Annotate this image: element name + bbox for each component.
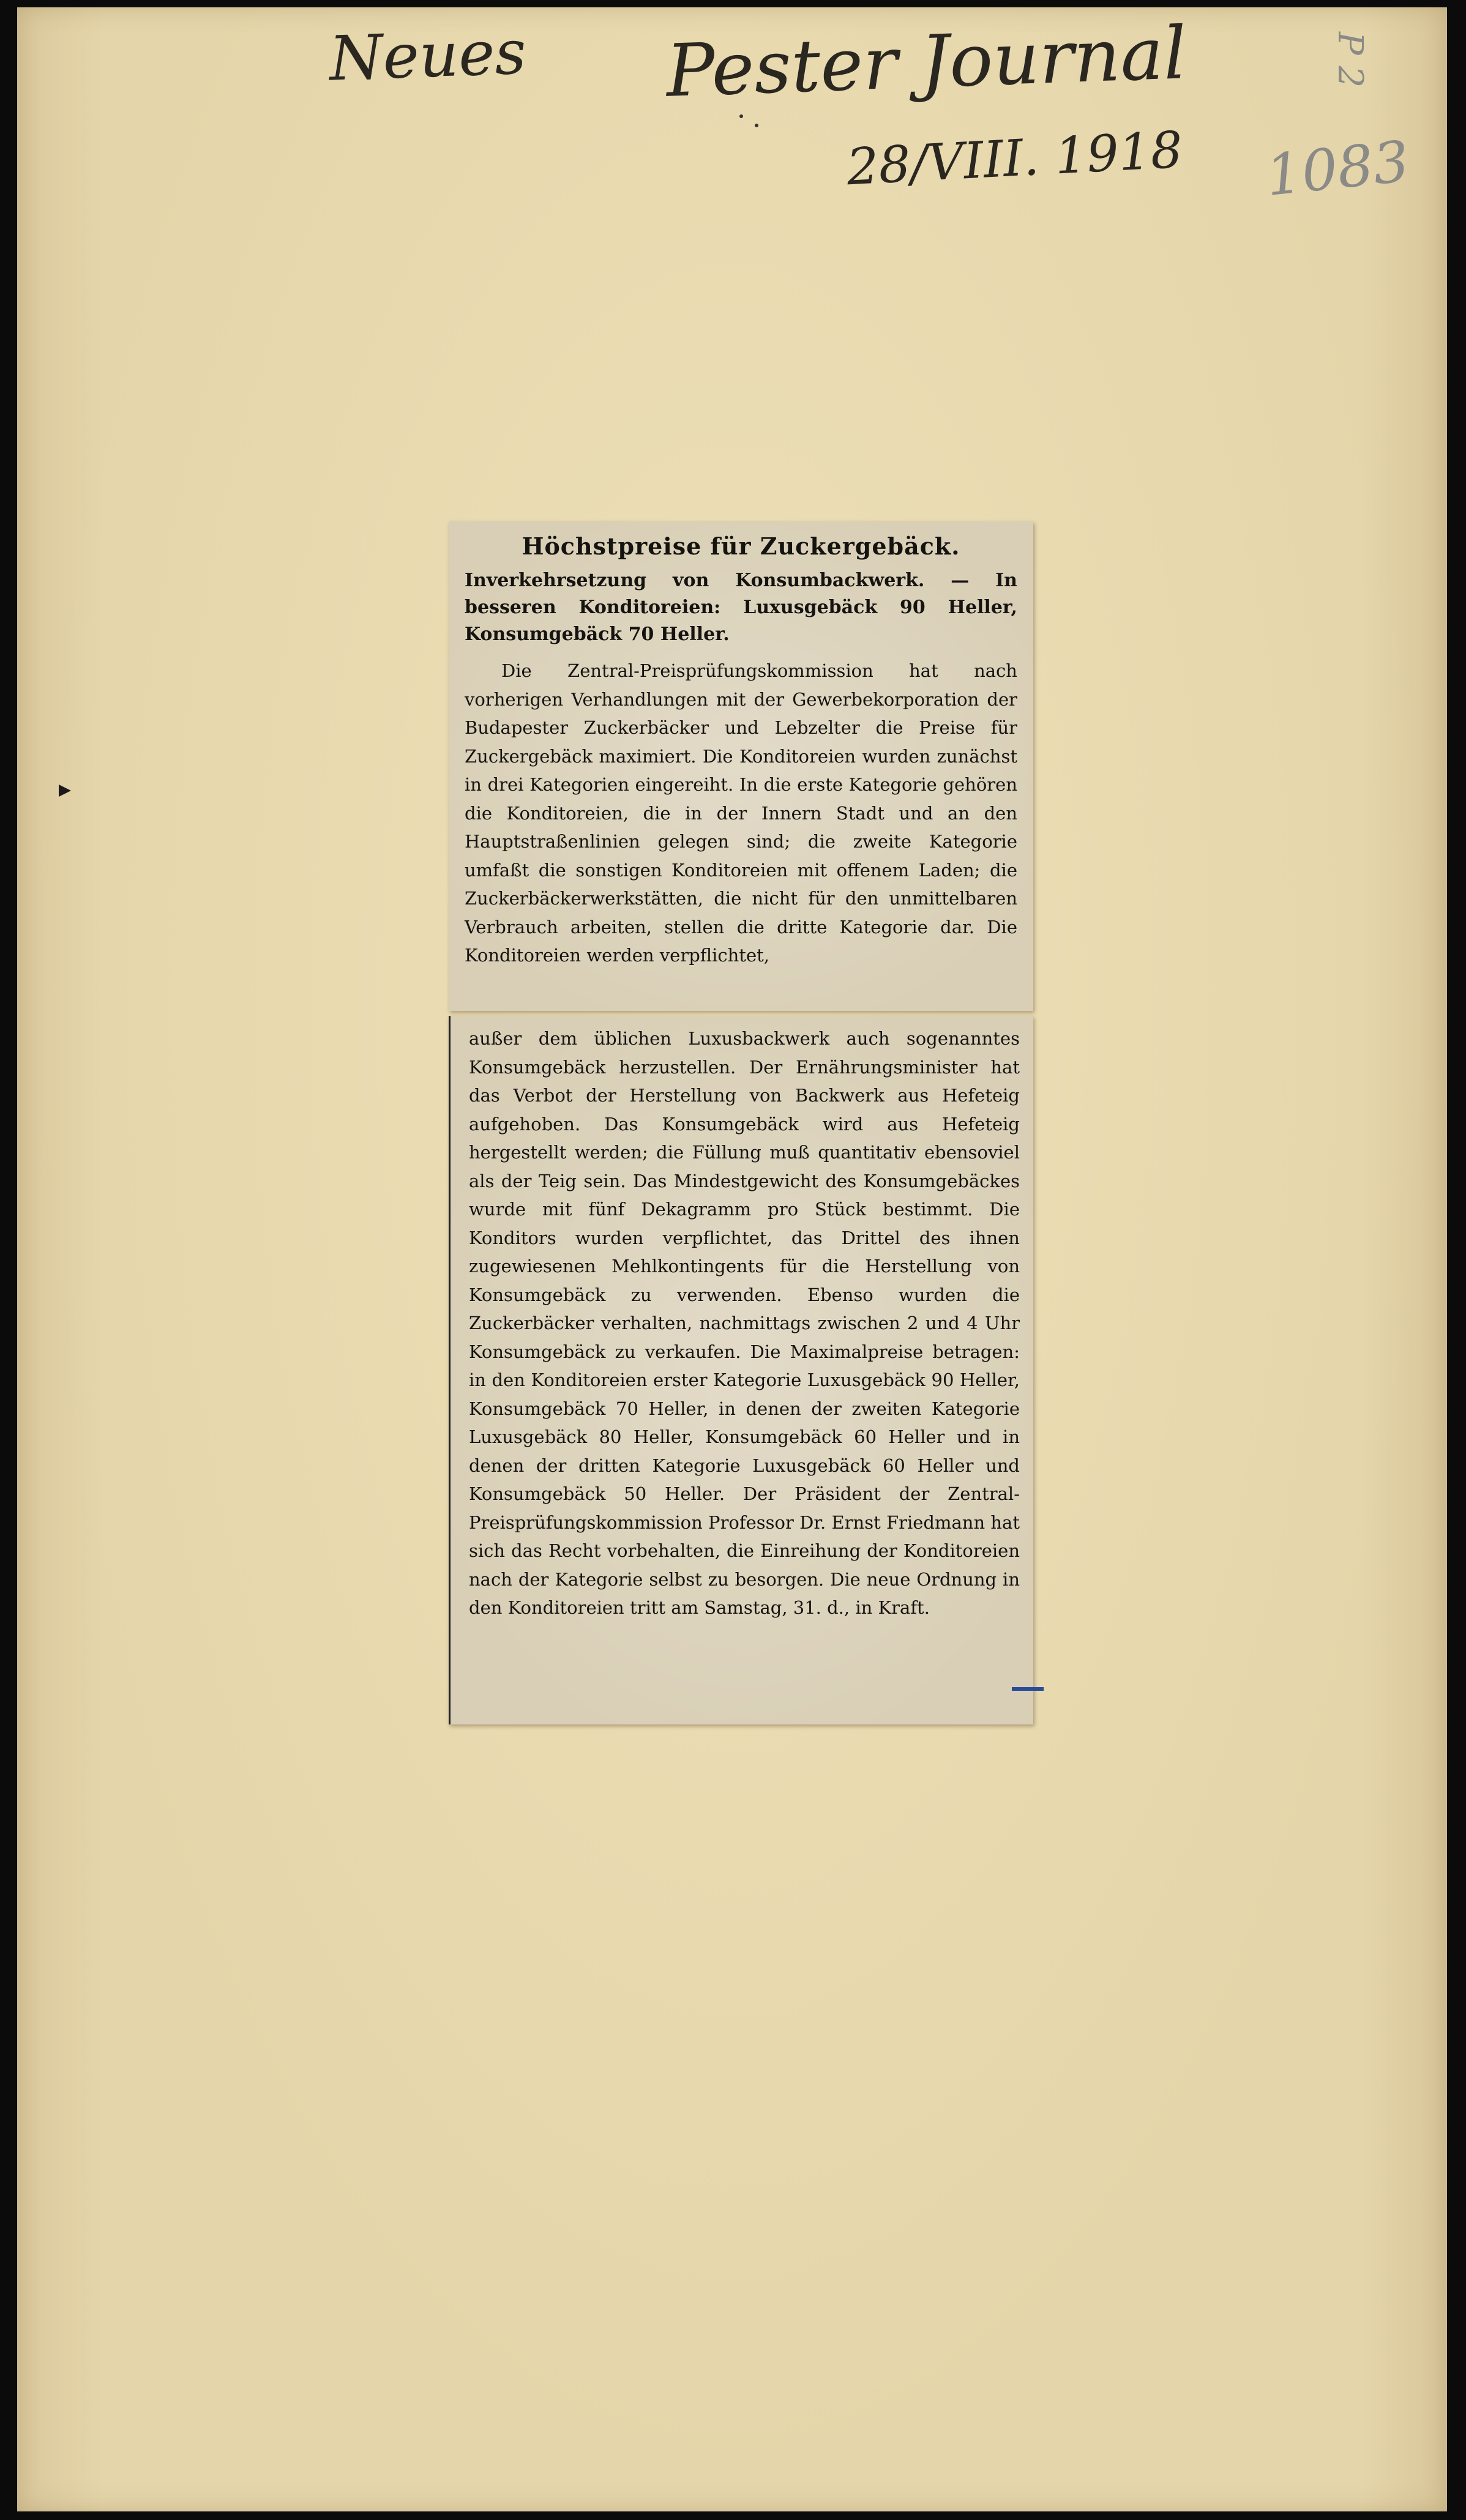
handwritten-date: 28/VIII. 1918 — [845, 121, 1184, 197]
newspaper-clipping-bottom — [449, 1016, 1033, 1724]
newspaper-clipping-top — [449, 521, 1033, 1011]
handwritten-corner-note: P 2 — [1330, 32, 1370, 88]
article-text-part1: Die Zentral-Preisprüfungskommission hat nach vorherigen Verhandlungen mit der Gewerbekorporation der Budapester Zuckerbäcker und Lebzelter die Preise für Zuckergebäck maximiert. Die Konditoreien wurden zunächst in drei Kategorien eingereiht. In die erste Kategorie gehören die Konditoreien, die in der Innern Stadt und an den Hauptstraßenlinien gelegen sind; die zweite Kategorie umfaßt die sonstigen Konditoreien mit offenem Laden; die Zuckerbäckerwerkstätten, die nicht für den unmittelbaren Verbrauch arbeiten, stellen die dritte Kategorie dar. Die Konditoreien werden verpflichtet, — [465, 660, 1017, 966]
pencil-dot — [739, 114, 743, 118]
article-headline: Höchstpreise für Zuckergebäck. — [522, 532, 960, 560]
handwritten-archive-number: 1083 — [1263, 129, 1413, 209]
article-text-part2: außer dem üblichen Luxusbackwerk auch sogenanntes Konsumgebäck herzustellen. Der Ernährungsminister hat das Verbot der Herstellung von Backwerk aus Hefeteig aufgehoben. Das Konsumgebäck wird aus Hefeteig hergestellt werden; die Füllung muß quantitativ ebensoviel als der Teig sein. Das Mindestgewicht des Konsumgebäckes wurde mit fünf Dekagramm pro Stück bestimmt. Die Konditors wurden verpflichtet, das Drittel des ihnen zugewiesenen Mehlkontingents für die Herstellung von Konsumgebäck zu verwenden. Ebenso wurden die Zuckerbäcker verhalten, nachmittags zwischen 2 und 4 Uhr Konsumgebäck zu verkaufen. Die Maximalpreise betragen: in den Konditoreien erster Kategorie Luxusgebäck 90 Heller, Konsumgebäck 70 Heller, in denen der zweiten Kategorie Luxusgebäck 80 Heller, Konsumgebäck 60 Heller und in denen der dritten Kategorie Luxusgebäck 60 Heller und Konsumgebäck 50 Heller. Der Präsident der Zentral-Preisprüfungskommission Professor Dr. Ernst Friedmann hat sich das Recht vorbehalten, die Einreihung der Konditoreien nach der Kategorie selbst zu besorgen. Die neue Ordnung in den Konditoreien tritt am Samstag, 31. d., in Kraft. — [469, 1028, 1020, 1618]
archive-sheet — [17, 7, 1447, 2511]
margin-arrow-icon — [59, 785, 71, 797]
article-subheadline: Inverkehrsetzung von Konsumbackwerk. — In besseren Konditoreien: Luxusgebäck 90 Heller, Konsumgebäck 70 Heller. — [465, 570, 1017, 645]
handwritten-newspaper-name-first: Neues — [328, 16, 528, 95]
pencil-dot — [755, 124, 758, 127]
handwritten-newspaper-name-second: Pester Journal — [664, 10, 1188, 113]
blue-pencil-mark — [1012, 1687, 1044, 1691]
